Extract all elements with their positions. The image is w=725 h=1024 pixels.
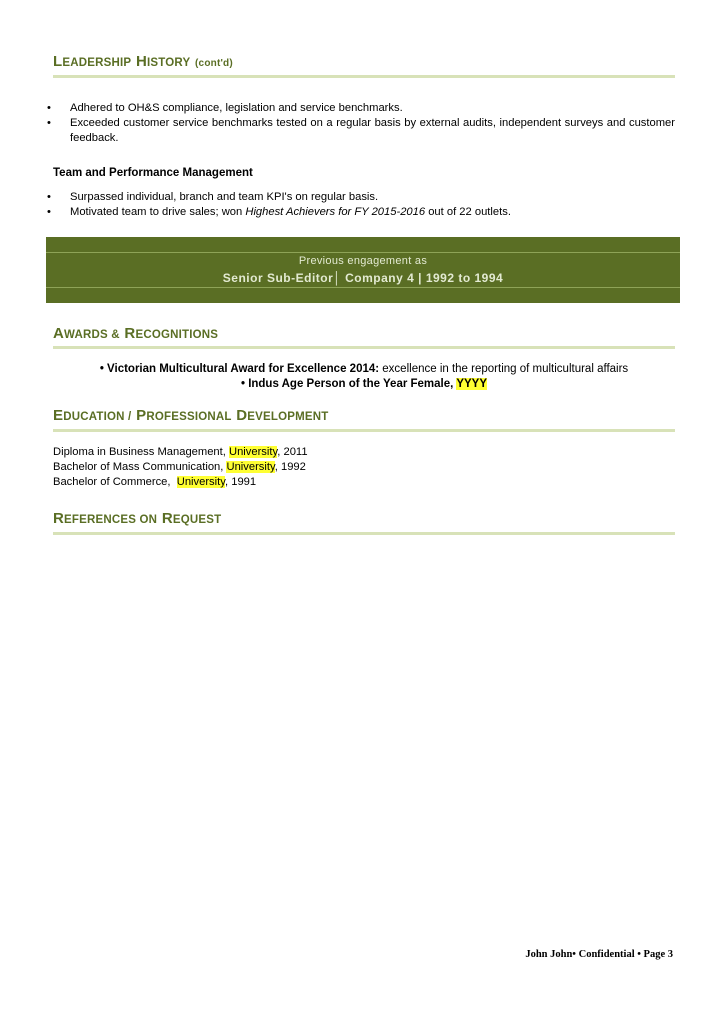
- award-title: • Victorian Multicultural Award for Excellence 2014:: [99, 363, 380, 375]
- leadership-history-heading: [53, 53, 675, 71]
- heading-text: ROFESSIONAL: [146, 411, 232, 423]
- award-year-highlight: YYYY: [456, 378, 488, 390]
- band-divider: [46, 252, 680, 253]
- bullet-icon: •: [47, 191, 51, 203]
- heading-letter: H: [135, 53, 147, 70]
- bullet-text: Surpassed individual, branch and team KPI's on regular basis.: [70, 191, 379, 203]
- heading-text: EFERENCES ON: [64, 514, 158, 526]
- bullet-text: Motivated team to drive sales; won: [70, 206, 246, 218]
- heading-text: WARDS &: [64, 329, 120, 341]
- team-performance-subheading: Team and Performance Management: [53, 167, 253, 179]
- heading-letter: R: [53, 510, 65, 527]
- institution-highlight: University: [226, 461, 275, 473]
- year-text: , 2011: [277, 446, 308, 458]
- engagement-band: [46, 237, 680, 303]
- section-rule: [53, 75, 675, 78]
- award-description: excellence in the reporting of multicultural affairs: [379, 363, 629, 375]
- leadership-bullet-list: [47, 101, 675, 146]
- page-footer: John John• Confidential • Page 3: [525, 949, 673, 960]
- team-bullet-list: [47, 190, 675, 220]
- heading-letter: A: [53, 325, 65, 342]
- list-item: [47, 101, 675, 116]
- degree-text: Bachelor of Commerce,: [53, 476, 177, 488]
- section-rule: [53, 429, 675, 432]
- heading-letter: L: [53, 53, 63, 70]
- education-entry: [53, 446, 308, 458]
- year-text: , 1991: [225, 476, 257, 488]
- heading-letter: E: [53, 407, 64, 424]
- bullet-text: Adhered to OH&S compliance, legislation and service benchmarks.: [70, 102, 403, 114]
- year-text: , 1992: [274, 461, 306, 473]
- heading-text: ECOGNITIONS: [135, 329, 219, 341]
- bullet-text: Exceeded customer service benchmarks tested on a regular basis by external audits, independent surveys and customer feedback.: [70, 117, 675, 144]
- heading-letter: R: [124, 325, 136, 342]
- heading-text: DUCATION /: [63, 411, 132, 423]
- bullet-emphasis: Highest Achievers for FY 2015-2016: [245, 206, 426, 218]
- heading-letter: D: [236, 407, 248, 424]
- heading-suffix: (cont'd): [195, 58, 233, 69]
- education-entry: [53, 461, 306, 473]
- section-rule: [53, 532, 675, 535]
- references-heading: [53, 510, 675, 528]
- award-line: [53, 378, 675, 390]
- heading-text: EADERSHIP: [62, 57, 132, 69]
- engagement-role-line: Senior Sub-Editor│ Company 4 | 1992 to 1994: [222, 271, 504, 285]
- heading-letter: P: [136, 407, 147, 424]
- institution-highlight: University: [228, 446, 278, 458]
- degree-text: Bachelor of Mass Communication,: [53, 461, 227, 473]
- list-item: [47, 116, 675, 146]
- heading-text: EVELOPMENT: [247, 411, 329, 423]
- award-line: [53, 363, 675, 375]
- bullet-icon: •: [47, 206, 51, 218]
- band-divider: [46, 287, 680, 288]
- institution-highlight: University: [176, 476, 226, 488]
- heading-text: ISTORY: [146, 57, 191, 69]
- degree-text: Diploma in Business Management,: [53, 446, 229, 458]
- heading-text: EQUEST: [172, 514, 222, 526]
- education-entry: [53, 476, 256, 488]
- education-heading: [53, 407, 675, 425]
- section-rule: [53, 346, 675, 349]
- bullet-icon: •: [47, 117, 51, 129]
- award-title: • Indus Age Person of the Year Female,: [240, 378, 457, 390]
- awards-heading: [53, 325, 675, 343]
- list-item: [47, 190, 675, 205]
- heading-letter: R: [161, 510, 173, 527]
- list-item: [47, 205, 675, 220]
- bullet-icon: •: [47, 102, 51, 114]
- bullet-text: out of 22 outlets.: [425, 206, 511, 218]
- previous-engagement-label: Previous engagement as: [298, 255, 428, 267]
